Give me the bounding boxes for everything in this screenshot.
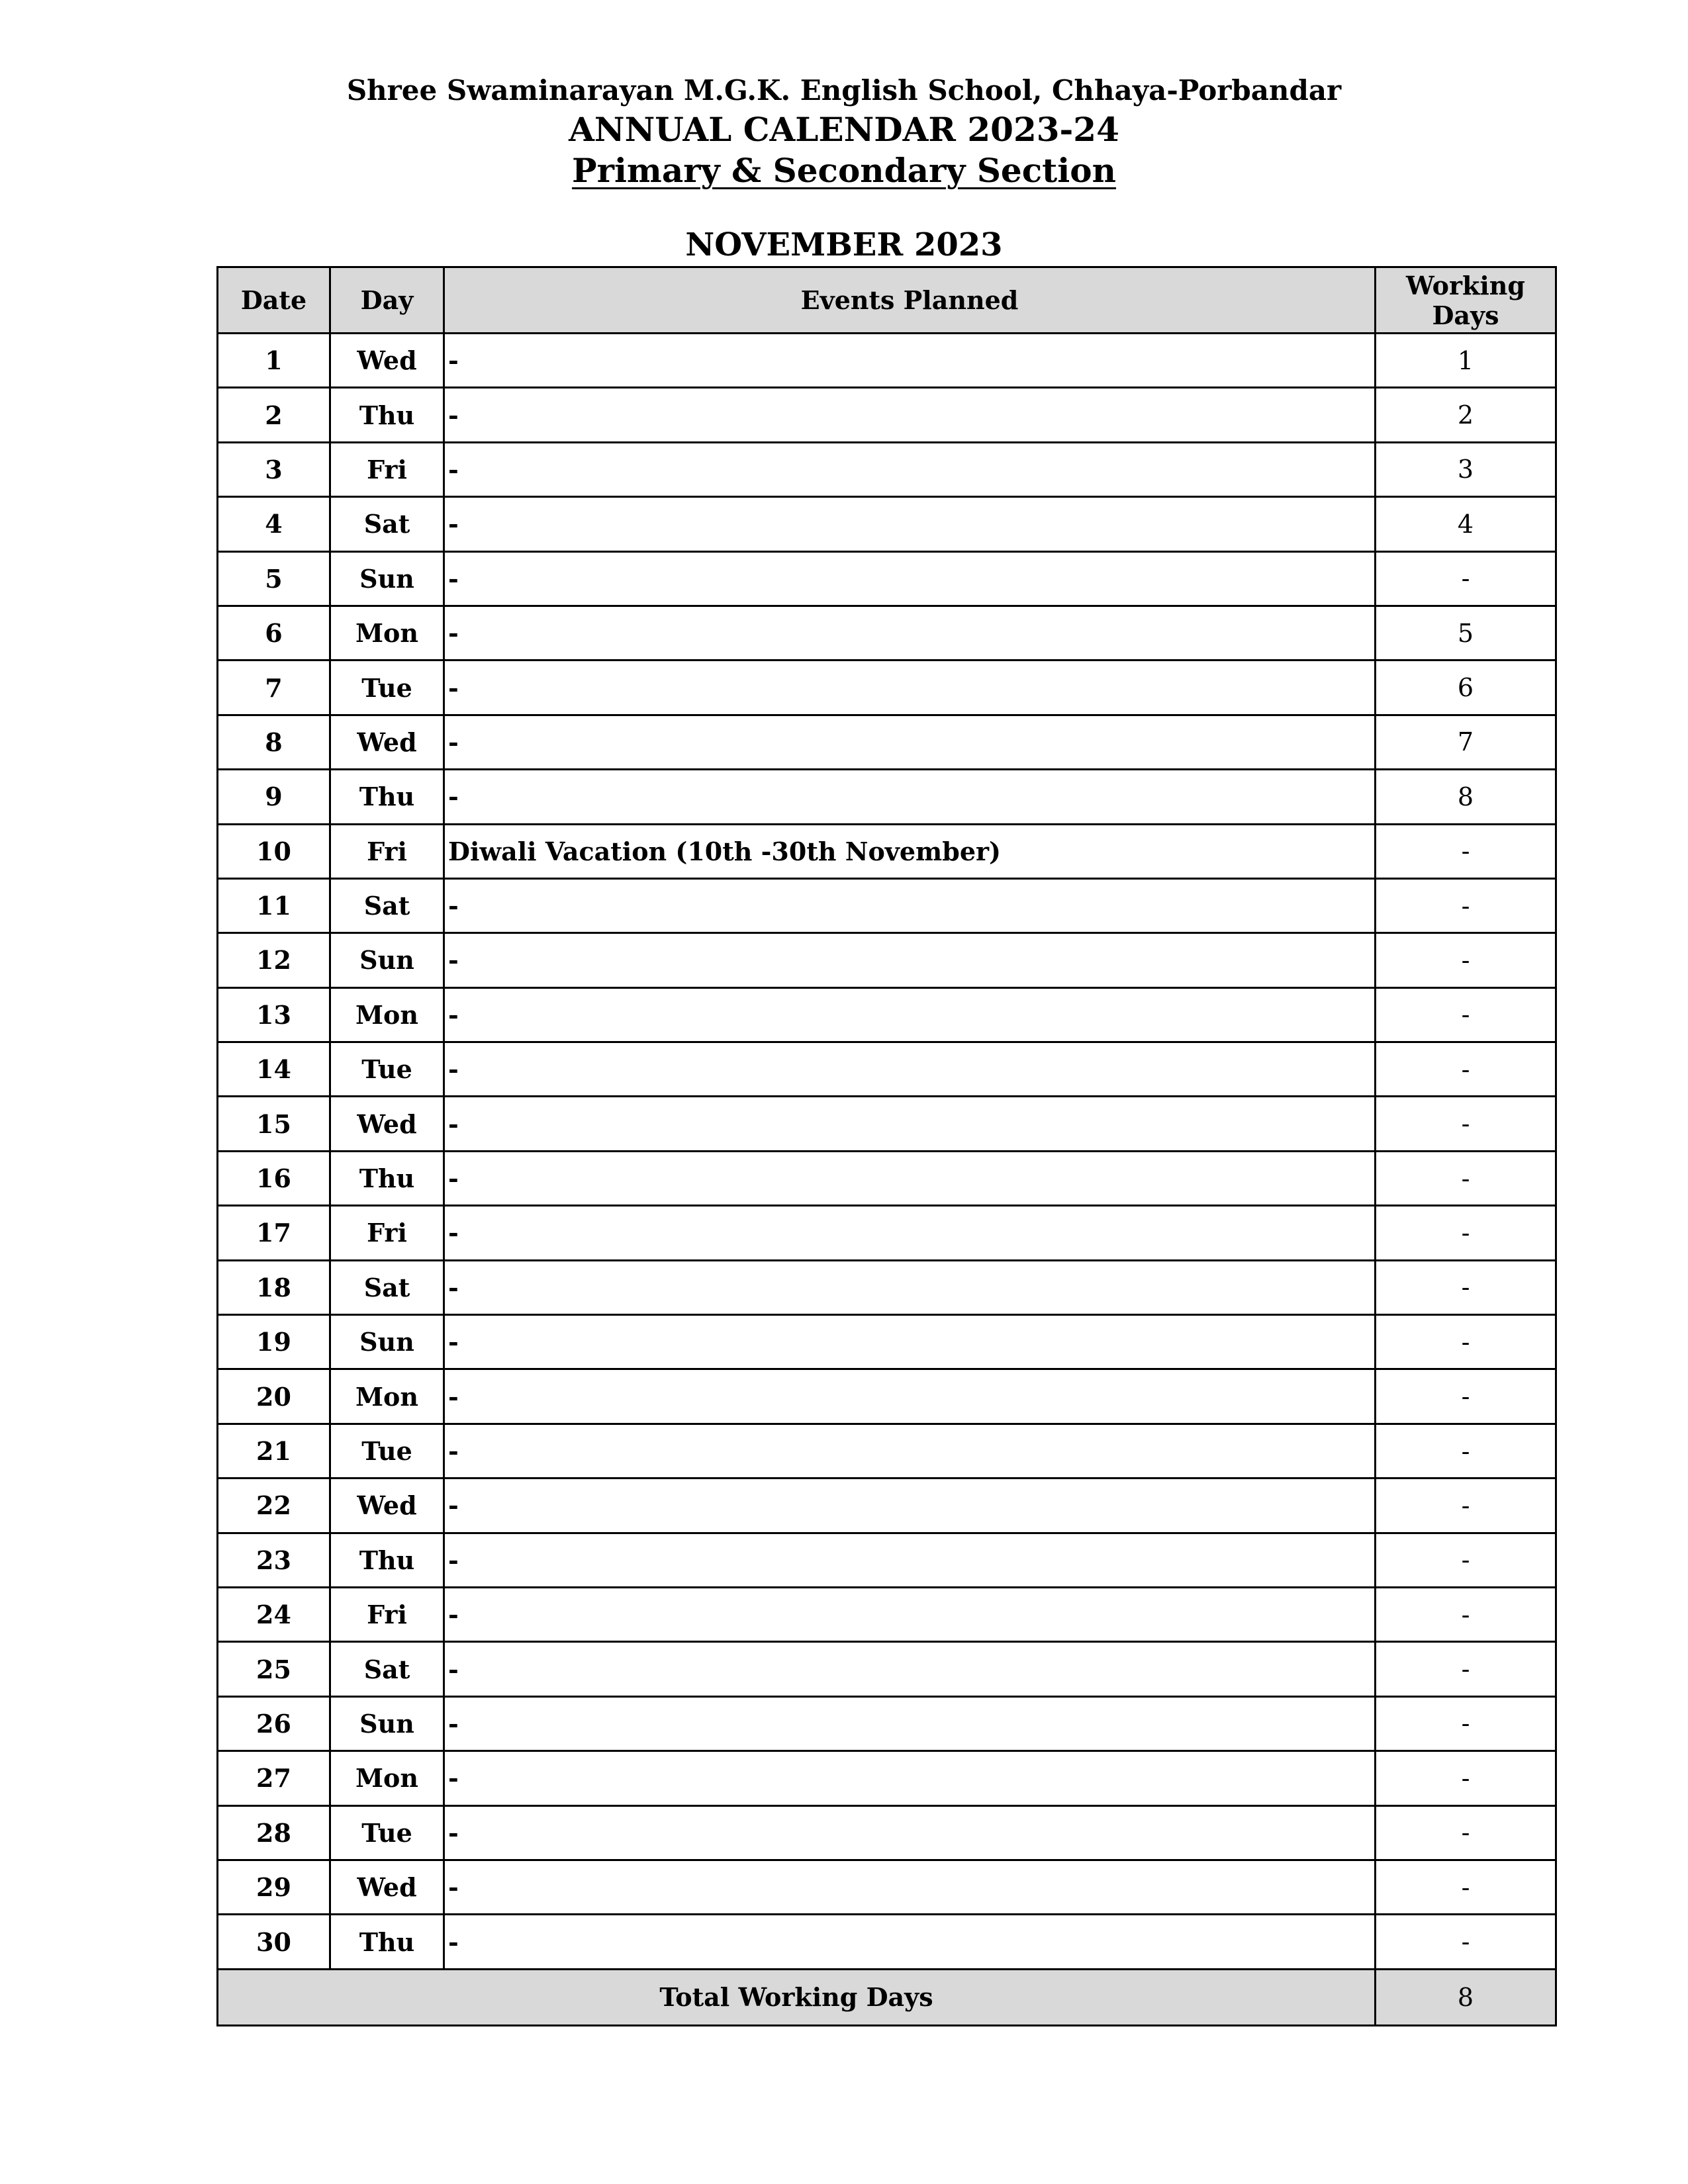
date-cell: 20 xyxy=(218,1369,330,1424)
table-row xyxy=(218,497,1556,551)
day-cell: Tue xyxy=(330,1042,444,1097)
event-cell: - xyxy=(444,1424,1376,1478)
date-cell: 5 xyxy=(218,551,330,606)
date-cell: 21 xyxy=(218,1424,330,1478)
day-cell: Wed xyxy=(330,1097,444,1151)
section-title-text: Primary & Secondary Section xyxy=(572,151,1116,190)
event-cell: - xyxy=(444,660,1376,715)
working-days-cell: - xyxy=(1376,878,1556,933)
table-row xyxy=(218,388,1556,442)
day-cell: Sun xyxy=(330,1315,444,1369)
working-days-cell: 5 xyxy=(1376,606,1556,660)
col-header-working-days: Working Days xyxy=(1376,267,1556,334)
table-row xyxy=(218,1369,1556,1424)
day-cell: Tue xyxy=(330,1805,444,1860)
event-cell: - xyxy=(444,1696,1376,1751)
school-name: Shree Swaminarayan M.G.K. English School, Chhaya-Porbandar xyxy=(346,74,1342,107)
total-label: Total Working Days xyxy=(218,1969,1376,2025)
date-cell: 13 xyxy=(218,987,330,1042)
day-cell: Sat xyxy=(330,497,444,551)
event-cell: - xyxy=(444,933,1376,987)
day-cell: Wed xyxy=(330,334,444,388)
total-row xyxy=(218,1969,1556,2025)
event-cell: - xyxy=(444,1533,1376,1587)
table-row xyxy=(218,1805,1556,1860)
event-cell: - xyxy=(444,1097,1376,1151)
date-cell: 16 xyxy=(218,1151,330,1205)
date-cell: 3 xyxy=(218,442,330,496)
day-cell: Thu xyxy=(330,1151,444,1205)
table-row xyxy=(218,933,1556,987)
date-cell: 25 xyxy=(218,1642,330,1696)
table-row xyxy=(218,1696,1556,1751)
day-cell: Sat xyxy=(330,1260,444,1314)
date-cell: 9 xyxy=(218,770,330,824)
total-value: 8 xyxy=(1376,1969,1556,2025)
working-days-cell: - xyxy=(1376,1097,1556,1151)
working-days-cell: - xyxy=(1376,1642,1556,1696)
working-days-cell: 3 xyxy=(1376,442,1556,496)
event-cell: - xyxy=(444,1042,1376,1097)
date-cell: 4 xyxy=(218,497,330,551)
working-days-cell: - xyxy=(1376,1042,1556,1097)
working-days-cell: - xyxy=(1376,1587,1556,1641)
table-row xyxy=(218,1260,1556,1314)
table-row xyxy=(218,606,1556,660)
event-cell: - xyxy=(444,551,1376,606)
date-cell: 26 xyxy=(218,1696,330,1751)
day-cell: Sat xyxy=(330,878,444,933)
table-row xyxy=(218,1751,1556,1805)
working-days-cell: 1 xyxy=(1376,334,1556,388)
header-row xyxy=(218,267,1556,334)
event-cell: - xyxy=(444,1479,1376,1533)
date-cell: 22 xyxy=(218,1479,330,1533)
date-cell: 24 xyxy=(218,1587,330,1641)
working-days-cell: - xyxy=(1376,1696,1556,1751)
table-row xyxy=(218,660,1556,715)
date-cell: 19 xyxy=(218,1315,330,1369)
day-cell: Wed xyxy=(330,1479,444,1533)
table-row xyxy=(218,1151,1556,1205)
day-cell: Thu xyxy=(330,388,444,442)
day-cell: Mon xyxy=(330,987,444,1042)
table-row xyxy=(218,987,1556,1042)
date-cell: 12 xyxy=(218,933,330,987)
table-row xyxy=(218,1587,1556,1641)
table-row xyxy=(218,334,1556,388)
day-cell: Fri xyxy=(330,1587,444,1641)
col-header-date: Date xyxy=(218,267,330,334)
working-days-cell: - xyxy=(1376,824,1556,878)
working-days-cell: 7 xyxy=(1376,715,1556,769)
day-cell: Sun xyxy=(330,1696,444,1751)
table-row xyxy=(218,1915,1556,1969)
table-row xyxy=(218,1533,1556,1587)
col-header-events: Events Planned xyxy=(444,267,1376,334)
event-cell: - xyxy=(444,1751,1376,1805)
working-days-cell: - xyxy=(1376,1151,1556,1205)
date-cell: 17 xyxy=(218,1206,330,1260)
event-cell: - xyxy=(444,770,1376,824)
col-header-day: Day xyxy=(330,267,444,334)
date-cell: 2 xyxy=(218,388,330,442)
day-cell: Wed xyxy=(330,715,444,769)
day-cell: Thu xyxy=(330,770,444,824)
date-cell: 7 xyxy=(218,660,330,715)
table-row xyxy=(218,1479,1556,1533)
calendar-title: ANNUAL CALENDAR 2023-24 xyxy=(569,110,1119,149)
event-cell: - xyxy=(444,1315,1376,1369)
event-cell: - xyxy=(444,1206,1376,1260)
event-cell: - xyxy=(444,1260,1376,1314)
working-days-cell: - xyxy=(1376,1315,1556,1369)
date-cell: 6 xyxy=(218,606,330,660)
table-row xyxy=(218,1860,1556,1914)
day-cell: Wed xyxy=(330,1860,444,1914)
day-cell: Thu xyxy=(330,1533,444,1587)
working-days-cell: 6 xyxy=(1376,660,1556,715)
table-row xyxy=(218,1042,1556,1097)
event-cell: - xyxy=(444,1587,1376,1641)
working-days-cell: - xyxy=(1376,1369,1556,1424)
table-row xyxy=(218,551,1556,606)
working-days-cell: - xyxy=(1376,1860,1556,1914)
table-row xyxy=(218,1206,1556,1260)
table-row xyxy=(218,824,1556,878)
date-cell: 1 xyxy=(218,334,330,388)
event-cell: - xyxy=(444,442,1376,496)
working-days-cell: - xyxy=(1376,551,1556,606)
event-cell: - xyxy=(444,987,1376,1042)
working-days-cell: 2 xyxy=(1376,388,1556,442)
table-row xyxy=(218,1097,1556,1151)
working-days-cell: - xyxy=(1376,933,1556,987)
table-row xyxy=(218,715,1556,769)
date-cell: 10 xyxy=(218,824,330,878)
working-days-cell: 4 xyxy=(1376,497,1556,551)
working-days-cell: - xyxy=(1376,1915,1556,1969)
event-cell: - xyxy=(444,1805,1376,1860)
event-cell: - xyxy=(444,1369,1376,1424)
day-cell: Sun xyxy=(330,933,444,987)
working-days-cell: - xyxy=(1376,1751,1556,1805)
table-row xyxy=(218,442,1556,496)
day-cell: Tue xyxy=(330,1424,444,1478)
day-cell: Fri xyxy=(330,442,444,496)
working-days-cell: - xyxy=(1376,1260,1556,1314)
day-cell: Fri xyxy=(330,1206,444,1260)
date-cell: 15 xyxy=(218,1097,330,1151)
date-cell: 11 xyxy=(218,878,330,933)
working-days-cell: - xyxy=(1376,1424,1556,1478)
table-row xyxy=(218,1424,1556,1478)
table-row xyxy=(218,878,1556,933)
date-cell: 14 xyxy=(218,1042,330,1097)
event-cell: - xyxy=(444,334,1376,388)
date-cell: 30 xyxy=(218,1915,330,1969)
date-cell: 23 xyxy=(218,1533,330,1587)
event-cell: - xyxy=(444,878,1376,933)
day-cell: Tue xyxy=(330,660,444,715)
event-cell: Diwali Vacation (10th -30th November) xyxy=(444,824,1376,878)
section-title xyxy=(0,151,1688,190)
table-row xyxy=(218,1315,1556,1369)
event-cell: - xyxy=(444,388,1376,442)
event-cell: - xyxy=(444,606,1376,660)
event-cell: - xyxy=(444,1151,1376,1205)
working-days-cell: - xyxy=(1376,1479,1556,1533)
day-cell: Sat xyxy=(330,1642,444,1696)
day-cell: Mon xyxy=(330,1369,444,1424)
working-days-cell: - xyxy=(1376,1533,1556,1587)
event-cell: - xyxy=(444,715,1376,769)
calendar-table xyxy=(216,266,1557,2026)
event-cell: - xyxy=(444,1860,1376,1914)
day-cell: Mon xyxy=(330,1751,444,1805)
working-days-cell: - xyxy=(1376,1206,1556,1260)
day-cell: Thu xyxy=(330,1915,444,1969)
date-cell: 18 xyxy=(218,1260,330,1314)
table-row xyxy=(218,1642,1556,1696)
working-days-cell: - xyxy=(1376,1805,1556,1860)
date-cell: 8 xyxy=(218,715,330,769)
event-cell: - xyxy=(444,497,1376,551)
date-cell: 27 xyxy=(218,1751,330,1805)
date-cell: 28 xyxy=(218,1805,330,1860)
event-cell: - xyxy=(444,1915,1376,1969)
working-days-cell: 8 xyxy=(1376,770,1556,824)
table-row xyxy=(218,770,1556,824)
day-cell: Mon xyxy=(330,606,444,660)
day-cell: Fri xyxy=(330,824,444,878)
working-days-cell: - xyxy=(1376,987,1556,1042)
event-cell: - xyxy=(444,1642,1376,1696)
month-title: NOVEMBER 2023 xyxy=(685,226,1003,263)
day-cell: Sun xyxy=(330,551,444,606)
date-cell: 29 xyxy=(218,1860,330,1914)
